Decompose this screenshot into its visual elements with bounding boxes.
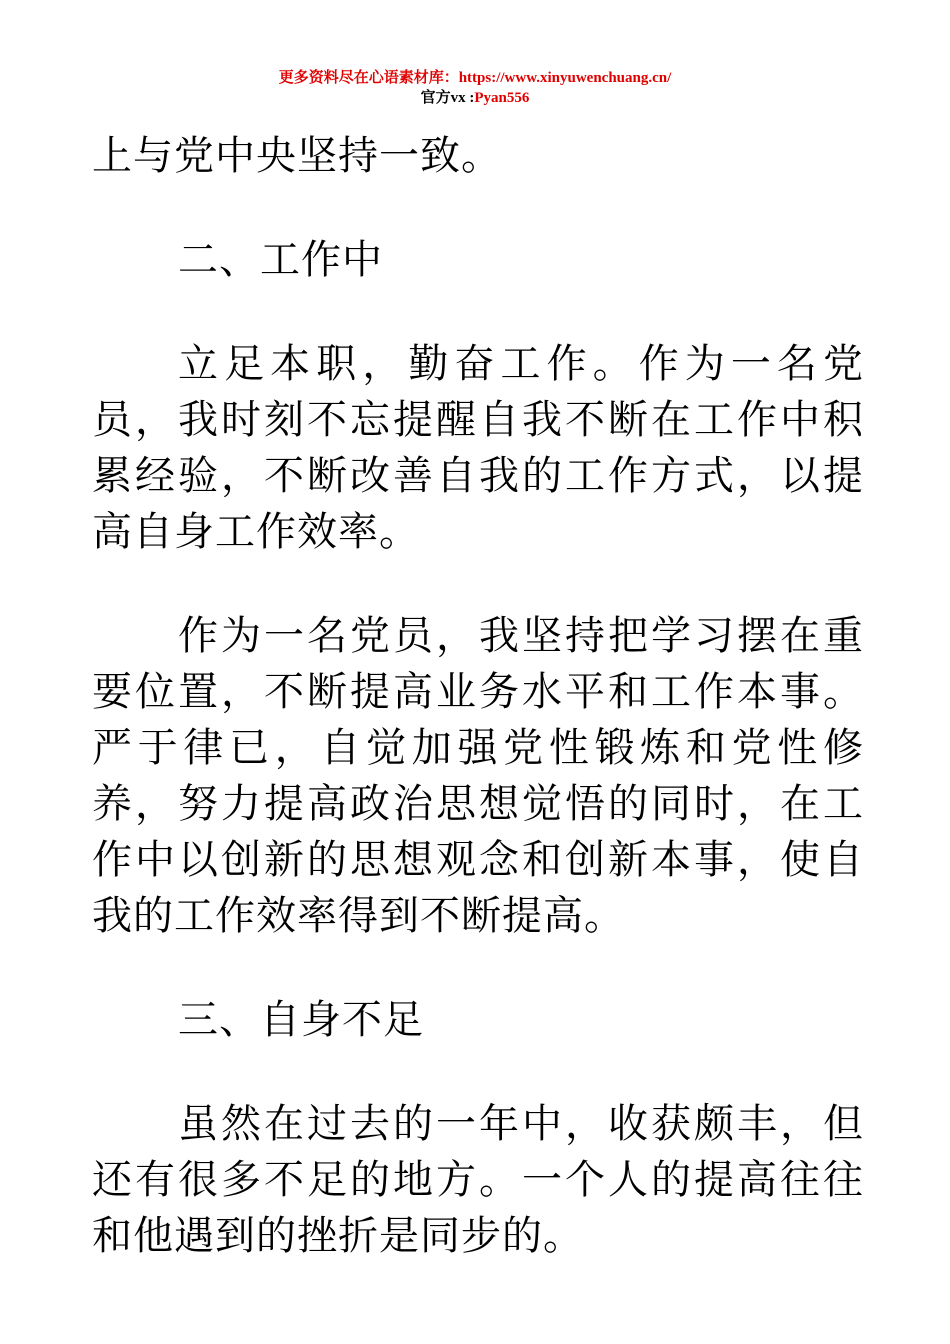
paragraph-shortcomings: 虽然在过去的一年中，收获颇丰，但还有很多不足的地方。一个人的提高往往和他遇到的挫折是同步的。 [92,1101,864,1259]
section-heading-shortcomings: 三、自身不足 [178,997,424,1043]
paragraph-study: 作为一名党员，我坚持把学习摆在重要位置，不断提高业务水平和工作本事。严于律已，自觉加强党性锻炼和党性修养，努力提高政治思想觉悟的同时，在工作中以创新的思想观念和创新本事，使自我的工作效率得到不断提高。 [92,613,864,939]
document-body [92,128,864,1264]
paragraph-continuation: 上与党中央坚持一致。 [92,133,502,179]
watermark-contact-line [0,88,950,108]
contact-prefix: 官方vx : [420,90,475,106]
watermark-site-line: 更多资料尽在心语素材库：https://www.xinyuwenchuang.cn/ [278,70,672,86]
watermark-header [0,68,950,108]
paragraph-work-duty: 立足本职，勤奋工作。作为一名党员，我时刻不忘提醒自我不断在工作中积累经验，不断改善自我的工作方式，以提高自身工作效率。 [92,341,864,555]
contact-id: Pyan556 [474,90,530,106]
section-heading-work: 二、工作中 [178,237,383,283]
